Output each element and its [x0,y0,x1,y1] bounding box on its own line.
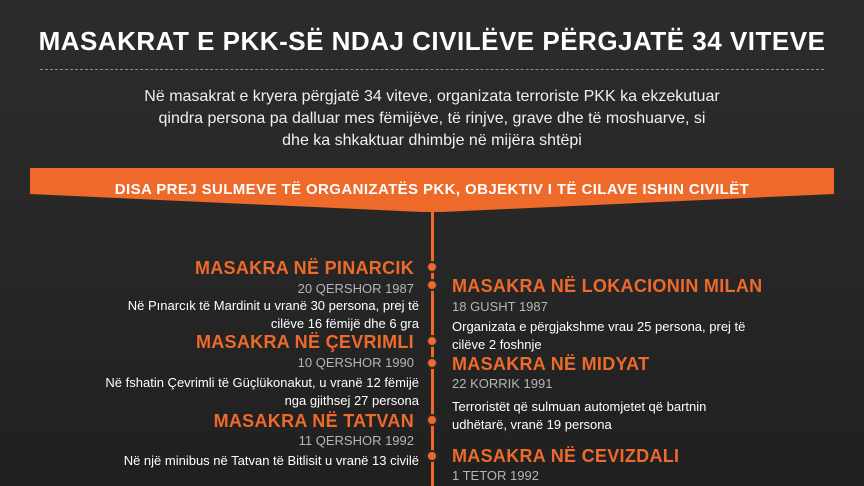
event-title: MASAKRA NË ÇEVRIMLI [195,332,414,352]
event-description [105,374,419,410]
event-description [452,398,706,434]
event-description-line: Në një minibus në Tatvan të Bitlisit u vranë 13 civilë [123,453,419,468]
timeline-dot [426,335,438,347]
event-date: 18 GUSHT 1987 [452,299,548,314]
event-date: 10 QERSHOR 1990 [297,355,414,370]
section-banner [30,168,834,212]
page-title: MASAKRAT E PKK-SË NDAJ CIVILËVE PËRGJATË 34 VITEVE [38,26,826,56]
timeline-line [431,210,434,486]
event-description [124,452,419,470]
event-description-line: cilëve 16 fëmijë dhe 6 gra [270,316,419,331]
event-description-line: Terroristët që sulmuan automjetet që bartnin [452,399,707,414]
event-date: 20 QERSHOR 1987 [297,281,414,296]
event-title: MASAKRA NË CEVIZDALI [452,446,680,466]
timeline-dot [426,279,438,291]
event-date: 22 KORRIK 1991 [452,376,553,391]
intro-line: qindra persona pa dalluar mes fëmijëve, të rinjve, grave dhe të moshuarve, si [158,110,706,127]
event-description [128,297,419,333]
event-description-line: Organizata e përgjakshme vrau 25 persona, prej të [452,319,746,334]
event-description-line: nga gjithsej 27 persona [284,393,419,408]
timeline-dot [426,261,438,273]
intro-text [90,86,774,152]
banner-label: DISA PREJ SULMEVE TË ORGANIZATËS PKK, OBJEKTIV I TË CILAVE ISHIN CIVILËT [114,181,750,198]
event-description-line: Në fshatin Çevrimli të Güçlükonakut, u vranë 12 fëmijë [105,375,419,390]
event-description-line: cilëve 2 foshnje [452,337,542,352]
event-title: MASAKRA NË TATVAN [213,411,414,431]
event-date: 1 TETOR 1992 [452,468,539,483]
title-divider [40,69,824,70]
intro-line: dhe ka shkaktuar dhimbje në mijëra shtëpi [282,132,582,149]
event-title: MASAKRA NË LOKACIONIN MILAN [452,276,763,296]
event-description [452,318,745,354]
event-title: MASAKRA NË PINARCIK [194,258,414,278]
timeline-dot [426,357,438,369]
event-description-line: Në Pınarcık të Mardinit u vranë 30 persona, prej të [127,298,419,313]
timeline-dot [426,414,438,426]
event-title: MASAKRA NË MIDYAT [452,354,650,374]
event-description-line: udhëtarë, vranë 19 persona [452,417,612,432]
event-date: 11 QERSHOR 1992 [298,433,414,448]
timeline-dot [426,450,438,462]
intro-line: Në masakrat e kryera përgjatë 34 viteve, organizata terroriste PKK ka ekzekutuar [144,88,720,105]
